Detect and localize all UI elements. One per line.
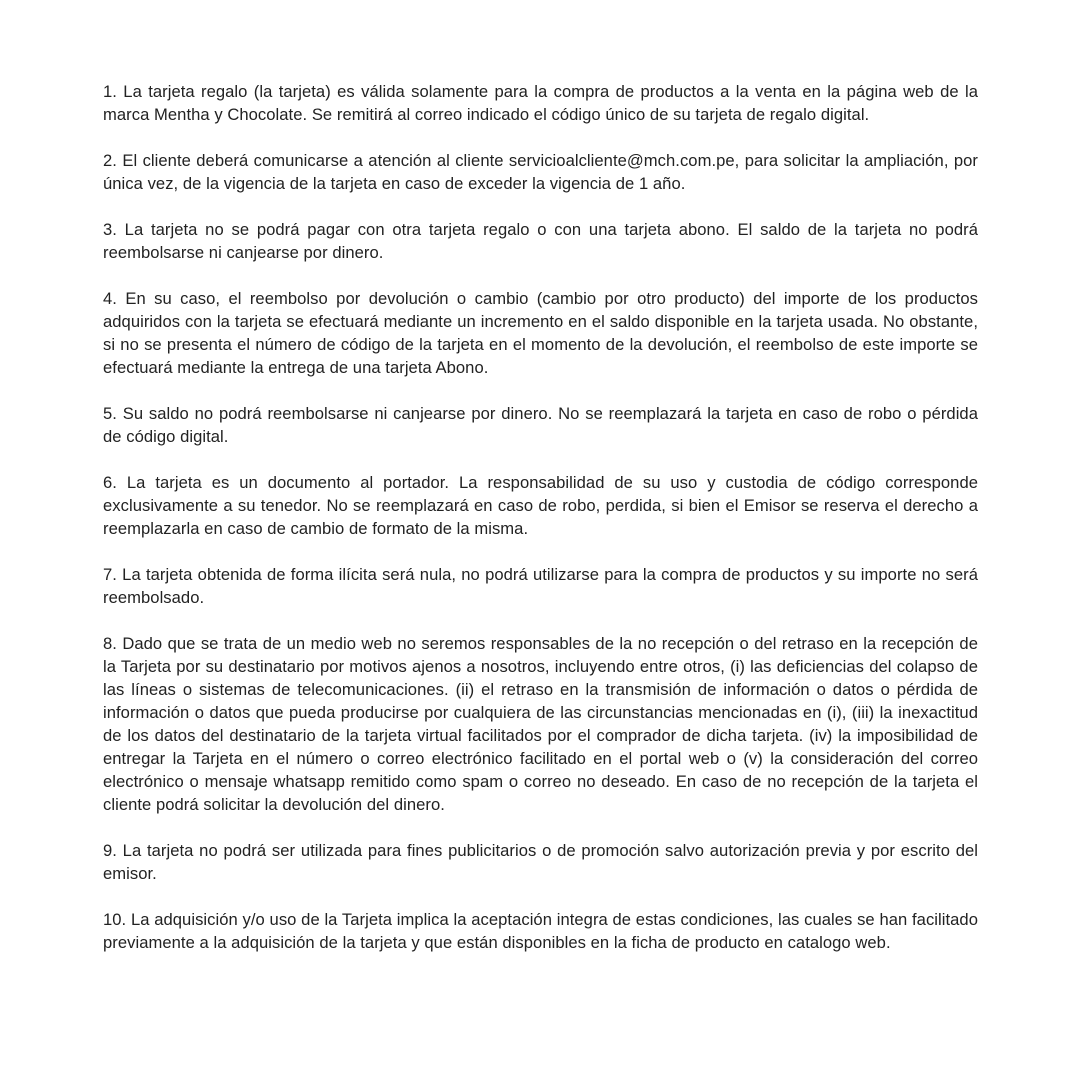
clause-4-refund: 4. En su caso, el reembolso por devolución o cambio (cambio por otro producto) del importe de los productos adquiridos con la tarjeta se efectuará mediante un incremento en el saldo disponible en la tarjeta usada. No obstante, si no se presenta el número de código de la tarjeta en el momento de la devolución, el reembolso de este importe se efectuará mediante la entrega de una tarjeta Abono. [103, 289, 978, 377]
clause-6-bearer-document: 6. La tarjeta es un documento al portador. La responsabilidad de su uso y custodia de código corresponde exclusivamente a su tenedor. No se reemplazará en caso de robo, perdida, si bien el Emisor se reserva el derecho a reemplazarla en caso de cambio de formato de la misma. [103, 473, 978, 538]
clause-1-validity: 1. La tarjeta regalo (la tarjeta) es válida solamente para la compra de productos a la venta en la página web de la marca Mentha y Chocolate. Se remitirá al correo indicado el código único de su tarjeta de regalo digital. [103, 82, 978, 124]
clause-10-acceptance: 10. La adquisición y/o uso de la Tarjeta implica la aceptación integra de estas condiciones, las cuales se han facilitado previamente a la adquisición de la tarjeta y que están disponibles en la ficha de producto en catalogo web. [103, 910, 978, 952]
gift-card-terms [103, 80, 978, 954]
clause-3-payment: 3. La tarjeta no se podrá pagar con otra tarjeta regalo o con una tarjeta abono. El saldo de la tarjeta no podrá reembolsarse ni canjearse por dinero. [103, 220, 978, 262]
clause-7-illicit: 7. La tarjeta obtenida de forma ilícita será nula, no podrá utilizarse para la compra de productos y su importe no será reembolsado. [103, 565, 978, 607]
clause-9-advertising: 9. La tarjeta no podrá ser utilizada para fines publicitarios o de promoción salvo autorización previa y por escrito del emisor. [103, 841, 978, 883]
clause-8-delivery: 8. Dado que se trata de un medio web no seremos responsables de la no recepción o del retraso en la recepción de la Tarjeta por su destinatario por motivos ajenos a nosotros, incluyendo entre otros, (i) las deficiencias del colapso de las líneas o sistemas de telecomunicaciones. (ii) el retraso en la transmisión de información o datos o pérdida de información o datos que pueda producirse por cualquiera de las circunstancias mencionadas en (i), (iii) la inexactitud de los datos del destinatario de la tarjeta virtual facilitados por el comprador de dicha tarjeta. (iv) la imposibilidad de entregar la Tarjeta en el número o correo electrónico facilitado en el portal web o (v) la consideración del correo electrónico o mensaje whatsapp remitido como spam o correo no deseado. En caso de no recepción de la tarjeta el cliente podrá solicitar la devolución del dinero. [103, 634, 978, 814]
clause-5-balance: 5. Su saldo no podrá reembolsarse ni canjearse por dinero. No se reemplazará la tarjeta en caso de robo o pérdida de código digital. [103, 404, 978, 446]
clause-2-extension: 2. El cliente deberá comunicarse a atención al cliente servicioalcliente@mch.com.pe, para solicitar la ampliación, por única vez, de la vigencia de la tarjeta en caso de exceder la vigencia de 1 año. [103, 151, 978, 193]
